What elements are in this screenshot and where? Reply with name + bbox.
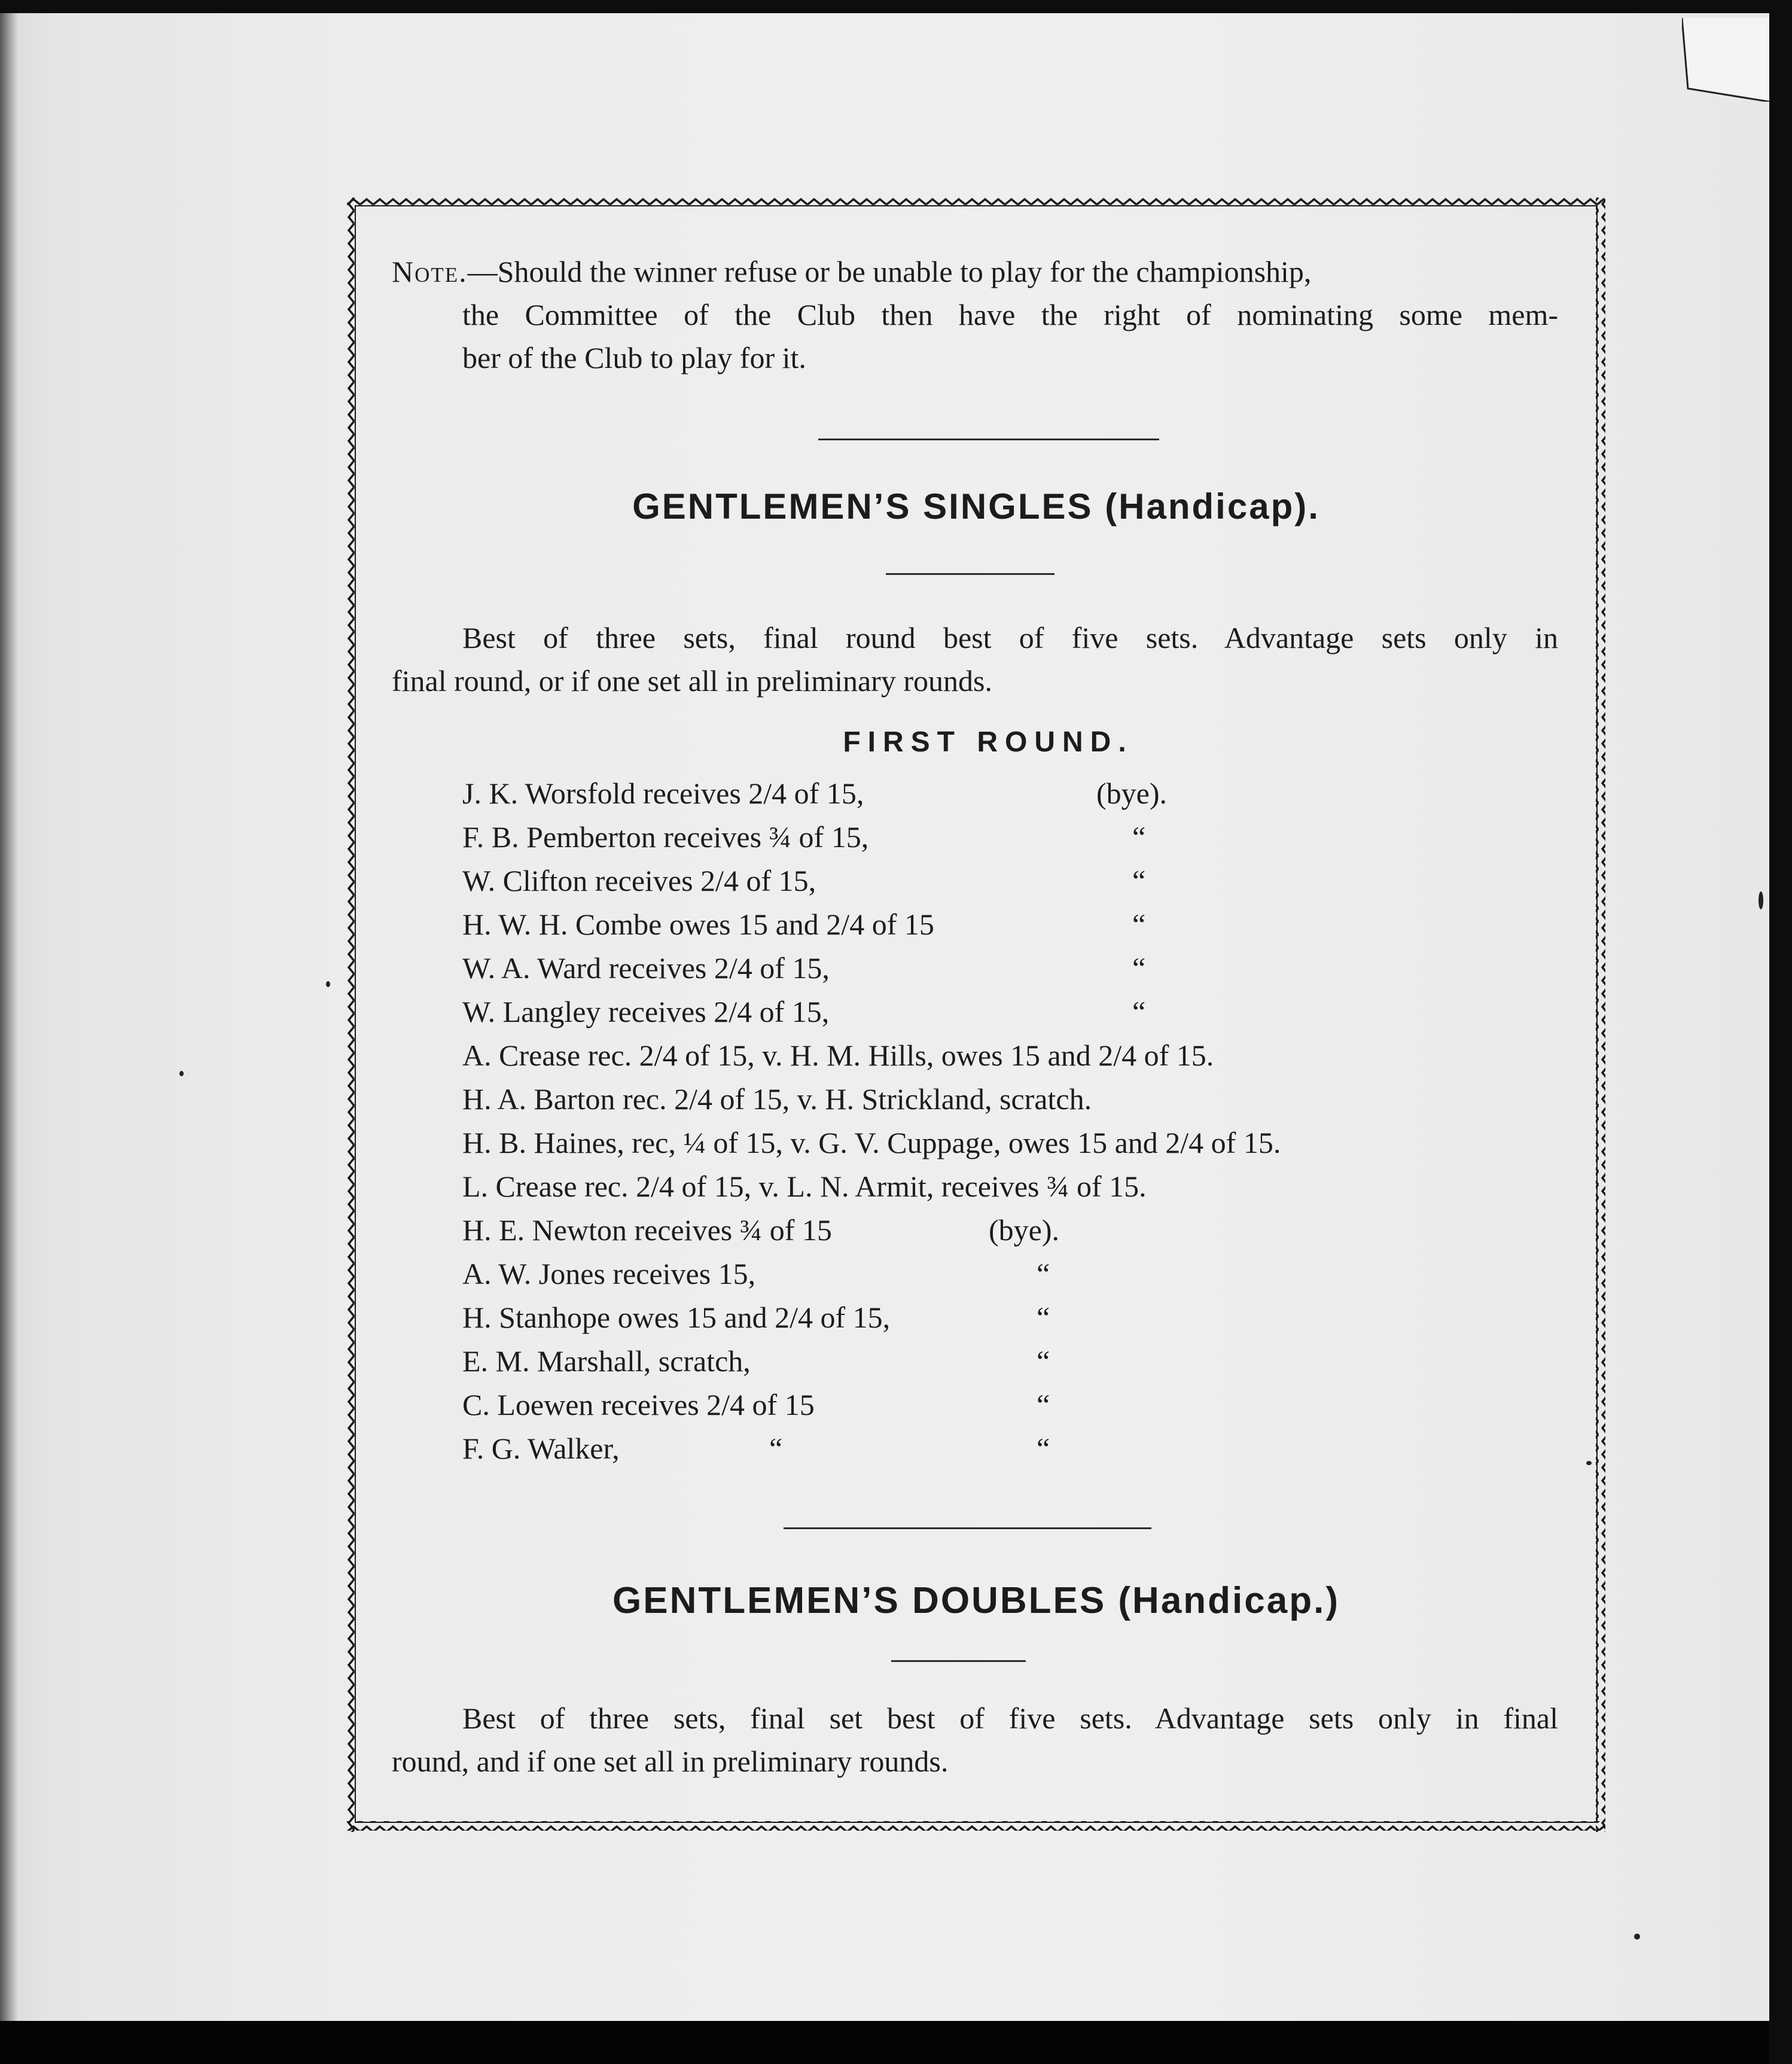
entry-text: A. Crease rec. 2/4 of 15, v. H. M. Hills, owes 15 and 2/4 of 15. [462,1039,1214,1072]
ditto-mark: “ [1132,995,1146,1028]
note-line-1-text: Should the winner refuse or be unable to play for the championship, [497,255,1312,288]
ditto-mark: “ [1132,951,1146,985]
singles-rules-line-2: final round, or if one set all in preliminary rounds. [392,664,992,698]
ditto-mark: “ [1037,1344,1050,1378]
singles-heading: GENTLEMEN’S SINGLES (Handicap). [632,486,1320,526]
heading-underline [891,1660,1026,1662]
entry-text: H. W. H. Combe owes 15 and 2/4 of 15 [462,908,934,941]
note-line-3: ber of the Club to play for it. [462,341,806,375]
entry-text: F. G. Walker, [462,1432,620,1465]
entry-row [462,1077,1599,1121]
entry-row [462,1427,1599,1471]
doubles-rules-line-1: Best of three sets, final set best of five sets. Advantage sets only in final [462,1701,1558,1735]
scan-speck [1759,891,1763,909]
entry-row [462,1165,1599,1208]
ditto-mark: “ [1132,908,1146,941]
entry-text: W. Langley receives 2/4 of 15, [462,995,830,1028]
entry-text: W. Clifton receives 2/4 of 15, [462,864,816,897]
bye-mark: (bye). [989,1213,1059,1247]
note-line-2: the Committee of the Club then have the right of nominating some mem- [462,298,1558,331]
entry-row [462,1208,1599,1252]
entry-row [462,815,1599,859]
doubles-heading: GENTLEMEN’S DOUBLES (Handicap.) [612,1580,1340,1621]
entry-row [462,1383,1599,1427]
entry-text: A. W. Jones receives 15, [462,1257,756,1290]
entry-text: F. B. Pemberton receives ¾ of 15, [462,820,869,854]
entry-text: E. M. Marshall, scratch, [462,1344,751,1378]
entry-text: H. B. Haines, rec, ¼ of 15, v. G. V. Cuppage, owes 15 and 2/4 of 15. [462,1126,1281,1159]
ditto-mark: “ [1132,864,1146,897]
entry-text: H. Stanhope owes 15 and 2/4 of 15, [462,1301,891,1334]
entry-row [462,1121,1599,1165]
folded-corner [1682,18,1769,102]
entry-text: W. A. Ward receives 2/4 of 15, [462,951,830,985]
entry-text: L. Crease rec. 2/4 of 15, v. L. N. Armit, receives ¾ of 15. [462,1170,1147,1203]
championship-note [392,250,1558,379]
entry-row [462,903,1599,946]
ditto-mark: “ [1132,820,1146,854]
entry-text: C. Loewen receives 2/4 of 15 [462,1388,815,1421]
ditto-mark: “ [1037,1257,1050,1290]
first-round-heading: FIRST ROUND. [843,726,1133,758]
scan-top-edge [0,0,1792,13]
scan-speck [1634,1934,1640,1940]
entry-row [462,859,1599,903]
scan-speck [326,981,330,987]
heading-underline [886,573,1055,575]
entry-row [462,990,1599,1034]
doubles-rules-line-2: round, and if one set all in preliminary rounds. [392,1745,949,1778]
scan-right-edge [1769,0,1792,2064]
entry-text: J. K. Worsfold receives 2/4 of 15, [462,777,864,810]
entry-text: H. E. Newton receives ¾ of 15 [462,1213,832,1247]
entry-row [462,1340,1599,1383]
note-line-1 [392,250,1558,293]
section-divider [784,1527,1151,1529]
singles-rules-line-1: Best of three sets, final round best of five sets. Advantage sets only in [462,621,1558,654]
entry-row [462,946,1599,990]
bye-mark: (bye). [1096,777,1167,810]
ditto-mark: “ [769,1432,783,1465]
first-round-entries [462,772,1599,1471]
entry-row [462,1252,1599,1296]
scan-speck [179,1071,184,1076]
entry-row [462,772,1599,815]
ditto-mark: “ [1037,1301,1050,1334]
entry-row [462,1296,1599,1340]
doubles-rules [392,1697,1558,1783]
ditto-mark: “ [1037,1432,1050,1465]
singles-rules [392,616,1558,702]
entry-row [462,1034,1599,1077]
scan-bottom-edge [0,2021,1792,2064]
section-divider [818,439,1159,440]
note-lead: Note. [392,255,468,288]
entry-text: H. A. Barton rec. 2/4 of 15, v. H. Strickland, scratch. [462,1082,1092,1116]
note-dash: — [467,255,498,288]
ditto-mark: “ [1037,1388,1050,1421]
page-spine-shadow [0,12,18,2022]
